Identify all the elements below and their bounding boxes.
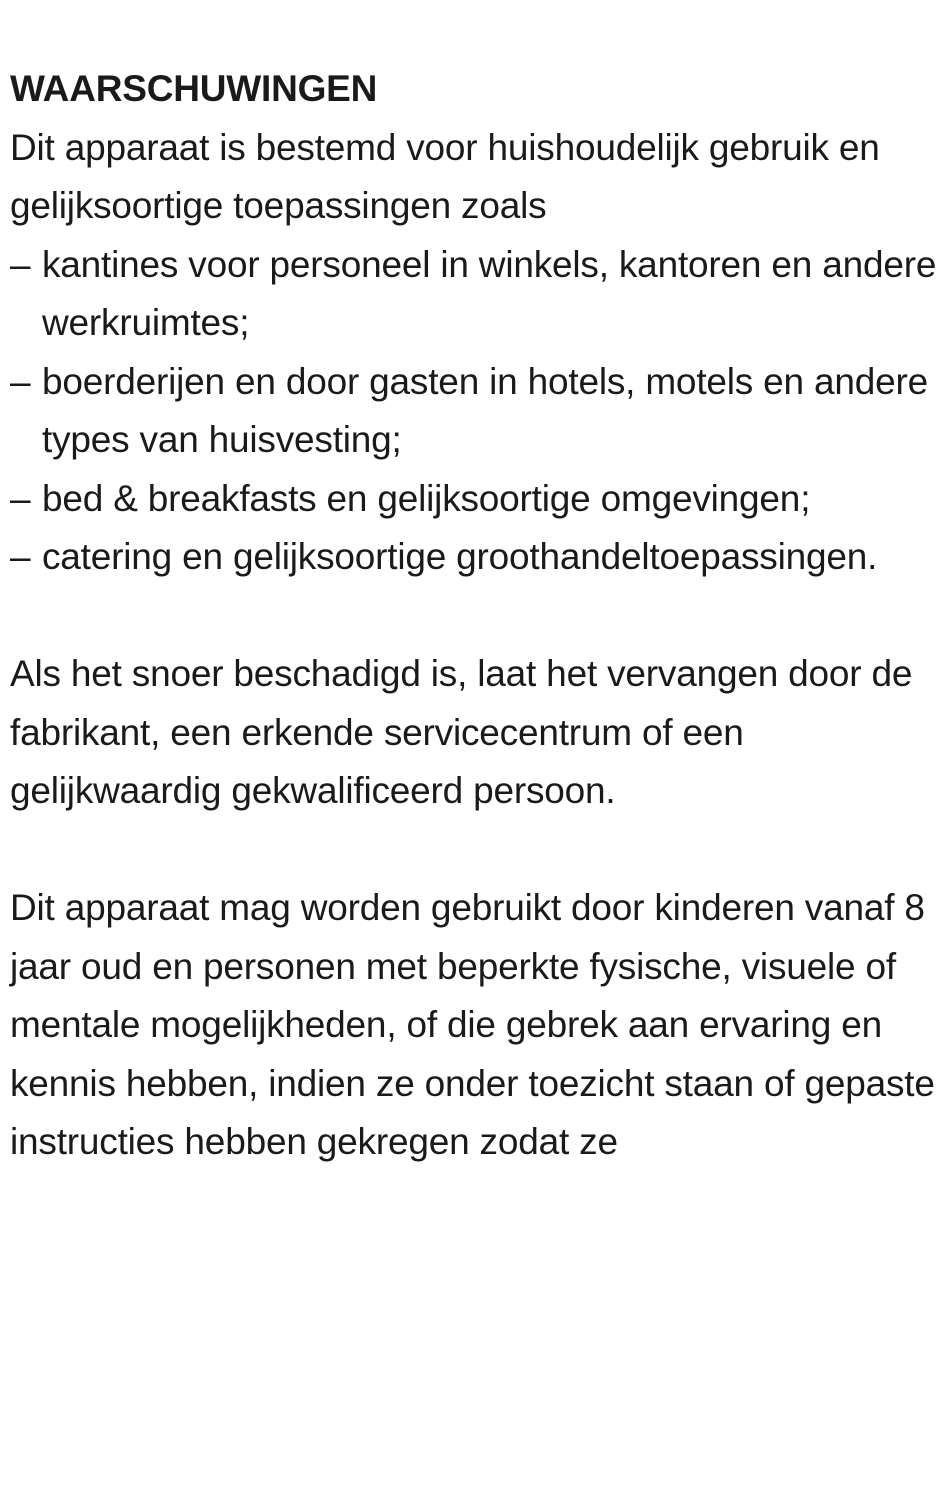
list-item-text: bed & breakfasts en gelijksoortige omgevingen;: [42, 477, 811, 519]
list-dash: –: [10, 360, 31, 402]
warnings-heading: WAARSCHUWINGEN: [10, 68, 378, 109]
list-item-text: boerderijen en door gasten in hotels, motels en andere types van huisvesting;: [42, 360, 929, 460]
list-item: [10, 470, 940, 529]
cord-paragraph: Als het snoer beschadigd is, laat het vervangen door de fabrikant, een erkende servicecentrum of een gelijkwaardig gekwalificeerd persoon.: [10, 653, 913, 811]
intro-paragraph: Dit apparaat is bestemd voor huishoudelijk gebruik en gelijksoortige toepassingen zoals: [10, 126, 880, 226]
list-item-text: catering en gelijksoortige groothandeltoepassingen.: [42, 536, 878, 577]
list-dash: –: [10, 536, 31, 577]
children-paragraph: Dit apparaat mag worden gebruikt door kinderen vanaf 8 jaar oud en personen met beperkte fysische, visuele of mentale mogelijkheden, of die gebrek aan ervaring en kennis hebben, indien ze onder toezicht staan of gepaste instructies hebben gekregen zodat ze: [10, 887, 935, 1162]
paragraph-spacer: [10, 821, 940, 880]
usage-list: [10, 236, 940, 587]
list-item: [10, 353, 940, 470]
manual-page: [10, 60, 940, 1172]
list-dash: –: [10, 243, 31, 285]
list-dash: –: [10, 477, 31, 519]
list-item-text: kantines voor personeel in winkels, kantoren en andere werkruimtes;: [42, 243, 937, 343]
list-item: [10, 528, 940, 587]
list-item: [10, 236, 940, 353]
paragraph-spacer: [10, 587, 940, 646]
